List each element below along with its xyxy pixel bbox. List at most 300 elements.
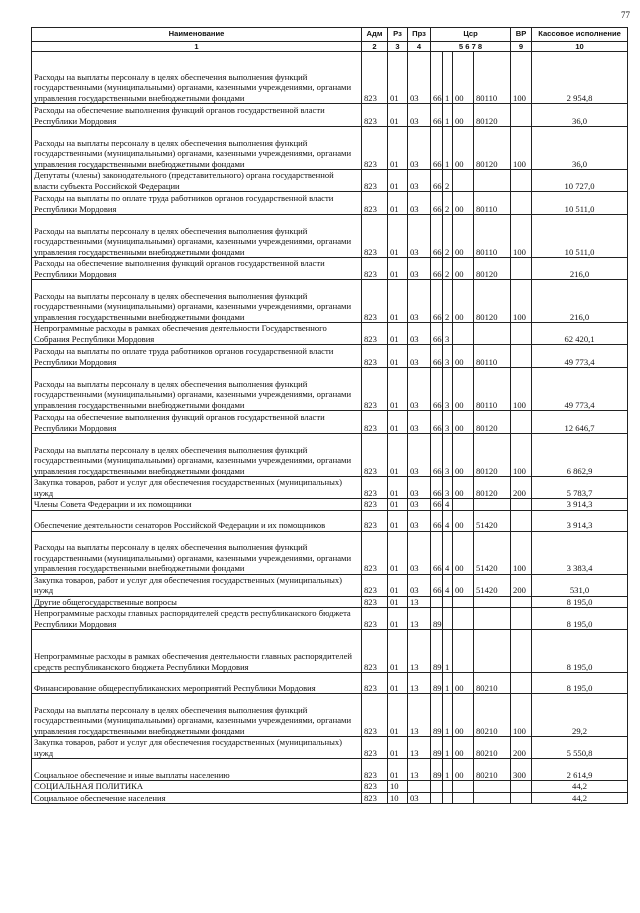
cell-csr-group: 00 (453, 673, 474, 694)
cell-rz: 01 (388, 596, 408, 608)
cell-name: Расходы на выплаты по оплате труда работников органов государственной власти Республики Мордовия (32, 345, 362, 368)
cell-csr-program: 66 (431, 510, 443, 531)
cell-name: Расходы на выплаты персоналу в целях обеспечения выполнения функций государственными (муниципальными) органами, казенными учреждениями, органами управления государственными внебюджетными фондами (32, 280, 362, 323)
cell-csr-group: 00 (453, 574, 474, 596)
cell-csr-group (453, 630, 474, 673)
column-header-execution: Кассовое исполнение (532, 28, 628, 42)
cell-adm: 823 (362, 215, 388, 258)
cell-adm: 823 (362, 694, 388, 737)
column-header-adm: Адм (362, 28, 388, 42)
cell-csr-program: 66 (431, 345, 443, 368)
cell-name: Финансирование общереспубликанских мероприятий Республики Мордовия (32, 673, 362, 694)
cell-csr-direction (474, 170, 511, 192)
cell-csr-program: 66 (431, 411, 443, 434)
cell-csr-direction: 80120 (474, 411, 511, 434)
cell-prz: 03 (408, 792, 431, 804)
cell-csr-group: 00 (453, 215, 474, 258)
cell-csr-program: 66 (431, 499, 443, 511)
cell-csr-subprogram (443, 792, 453, 804)
table-row (32, 434, 628, 477)
cell-adm: 823 (362, 781, 388, 793)
cell-prz: 03 (408, 170, 431, 192)
cell-rz: 01 (388, 192, 408, 215)
cell-prz: 03 (408, 499, 431, 511)
cell-amount: 8 195,0 (532, 608, 628, 630)
cell-csr-group: 00 (453, 52, 474, 104)
cell-rz: 10 (388, 781, 408, 793)
table-row (32, 694, 628, 737)
cell-prz: 03 (408, 368, 431, 411)
cell-csr-group: 00 (453, 258, 474, 280)
cell-name: Расходы на обеспечение выполнения функций органов государственной власти Республики Мордовия (32, 258, 362, 280)
cell-vr: 100 (511, 434, 532, 477)
cell-csr-group (453, 596, 474, 608)
cell-prz: 03 (408, 52, 431, 104)
cell-adm: 823 (362, 477, 388, 499)
cell-csr-group: 00 (453, 759, 474, 781)
cell-csr-program: 66 (431, 323, 443, 345)
cell-prz: 03 (408, 345, 431, 368)
column-header-vr: ВР (511, 28, 532, 42)
cell-csr-subprogram: 1 (443, 127, 453, 170)
cell-csr-group: 00 (453, 510, 474, 531)
cell-csr-program: 66 (431, 258, 443, 280)
cell-name: Социальное обеспечение населения (32, 792, 362, 804)
cell-csr-subprogram (443, 608, 453, 630)
cell-name: Расходы на выплаты персоналу в целях обеспечения выполнения функций государственными (муниципальными) органами, казенными учреждениями, органами управления государственными внебюджетными фондами (32, 434, 362, 477)
table-body (32, 52, 628, 804)
cell-csr-program (431, 792, 443, 804)
table-row (32, 759, 628, 781)
cell-rz: 01 (388, 477, 408, 499)
cell-csr-direction: 80110 (474, 52, 511, 104)
cell-csr-direction: 80120 (474, 477, 511, 499)
cell-csr-direction (474, 781, 511, 793)
cell-csr-direction: 80120 (474, 258, 511, 280)
cell-vr (511, 323, 532, 345)
cell-prz: 03 (408, 192, 431, 215)
table-row (32, 411, 628, 434)
cell-name: Расходы на выплаты персоналу в целях обеспечения выполнения функций государственными (муниципальными) органами, казенными учреждениями, органами управления государственными внебюджетными фондами (32, 368, 362, 411)
cell-csr-program: 66 (431, 170, 443, 192)
cell-adm: 823 (362, 170, 388, 192)
cell-csr-program: 89 (431, 673, 443, 694)
cell-csr-program: 66 (431, 192, 443, 215)
cell-name: Расходы на выплаты персоналу в целях обеспечения выполнения функций государственными (муниципальными) органами, казенными учреждениями, органами управления государственными внебюджетными фондами (32, 531, 362, 574)
cell-rz: 01 (388, 280, 408, 323)
table-row (32, 531, 628, 574)
cell-csr-group (453, 608, 474, 630)
cell-name: Закупка товаров, работ и услуг для обеспечения государственных (муниципальных) нужд (32, 737, 362, 759)
cell-csr-direction: 80110 (474, 192, 511, 215)
cell-csr-direction (474, 323, 511, 345)
cell-adm: 823 (362, 280, 388, 323)
cell-csr-program: 89 (431, 759, 443, 781)
cell-vr (511, 411, 532, 434)
table-row (32, 737, 628, 759)
cell-amount: 44,2 (532, 781, 628, 793)
cell-rz: 01 (388, 170, 408, 192)
cell-prz: 13 (408, 737, 431, 759)
table-row (32, 127, 628, 170)
column-number: 10 (532, 42, 628, 52)
cell-csr-direction: 51420 (474, 574, 511, 596)
table-row (32, 104, 628, 127)
table-row (32, 499, 628, 511)
cell-adm: 823 (362, 499, 388, 511)
column-header-name: Наименование (32, 28, 362, 42)
cell-amount: 10 727,0 (532, 170, 628, 192)
cell-name: Другие общегосударственные вопросы (32, 596, 362, 608)
column-number: 2 (362, 42, 388, 52)
cell-csr-subprogram: 1 (443, 104, 453, 127)
cell-prz: 13 (408, 759, 431, 781)
cell-amount: 49 773,4 (532, 345, 628, 368)
cell-amount: 3 914,3 (532, 499, 628, 511)
cell-csr-subprogram: 2 (443, 192, 453, 215)
cell-csr-group: 00 (453, 192, 474, 215)
column-header-rz: Рз (388, 28, 408, 42)
cell-csr-direction: 80110 (474, 345, 511, 368)
cell-rz: 01 (388, 737, 408, 759)
cell-vr (511, 608, 532, 630)
cell-csr-group (453, 792, 474, 804)
cell-prz: 13 (408, 630, 431, 673)
cell-adm: 823 (362, 596, 388, 608)
cell-vr (511, 596, 532, 608)
table-row (32, 673, 628, 694)
cell-adm: 823 (362, 673, 388, 694)
cell-rz: 01 (388, 608, 408, 630)
cell-rz: 01 (388, 345, 408, 368)
cell-csr-subprogram: 3 (443, 368, 453, 411)
cell-csr-program: 66 (431, 477, 443, 499)
column-number: 1 (32, 42, 362, 52)
cell-prz: 13 (408, 608, 431, 630)
cell-csr-direction: 80120 (474, 127, 511, 170)
cell-csr-group (453, 781, 474, 793)
cell-csr-group: 00 (453, 434, 474, 477)
budget-execution-table (31, 27, 628, 804)
cell-adm: 823 (362, 345, 388, 368)
cell-csr-program (431, 781, 443, 793)
cell-name: Расходы на выплаты персоналу в целях обеспечения выполнения функций государственными (муниципальными) органами, казенными учреждениями, органами управления государственными внебюджетными фондами (32, 215, 362, 258)
cell-csr-program: 66 (431, 434, 443, 477)
cell-rz: 01 (388, 759, 408, 781)
cell-name: Непрограммные расходы в рамках обеспечения деятельности главных распорядителей средств республиканского бюджета Республики Мордовия (32, 630, 362, 673)
cell-adm: 823 (362, 574, 388, 596)
cell-vr (511, 792, 532, 804)
cell-csr-program (431, 596, 443, 608)
cell-csr-direction: 80120 (474, 434, 511, 477)
column-number: 3 (388, 42, 408, 52)
cell-prz: 13 (408, 694, 431, 737)
cell-csr-direction: 80210 (474, 673, 511, 694)
cell-csr-subprogram: 4 (443, 499, 453, 511)
cell-vr (511, 104, 532, 127)
cell-prz: 03 (408, 258, 431, 280)
cell-csr-direction: 80120 (474, 104, 511, 127)
cell-csr-subprogram: 2 (443, 170, 453, 192)
cell-vr (511, 510, 532, 531)
cell-csr-program: 66 (431, 531, 443, 574)
cell-vr: 100 (511, 368, 532, 411)
cell-amount: 216,0 (532, 258, 628, 280)
cell-csr-group (453, 323, 474, 345)
cell-name: Непрограммные расходы главных распорядителей средств республиканского бюджета Республики Мордовия (32, 608, 362, 630)
cell-name: Депутаты (члены) законодательного (представительного) органа государственной власти субъекта Российской Федерации (32, 170, 362, 192)
table-row (32, 510, 628, 531)
cell-prz: 03 (408, 323, 431, 345)
table-row (32, 170, 628, 192)
cell-rz: 01 (388, 104, 408, 127)
cell-amount: 3 914,3 (532, 510, 628, 531)
cell-amount: 3 383,4 (532, 531, 628, 574)
cell-adm: 823 (362, 737, 388, 759)
cell-vr (511, 781, 532, 793)
cell-amount: 44,2 (532, 792, 628, 804)
table-row (32, 630, 628, 673)
table-row (32, 280, 628, 323)
cell-csr-group (453, 499, 474, 511)
cell-amount: 5 783,7 (532, 477, 628, 499)
cell-adm: 823 (362, 608, 388, 630)
table-row (32, 323, 628, 345)
cell-adm: 823 (362, 368, 388, 411)
cell-csr-subprogram: 4 (443, 531, 453, 574)
cell-adm: 823 (362, 258, 388, 280)
cell-vr: 100 (511, 215, 532, 258)
cell-csr-program: 66 (431, 215, 443, 258)
cell-prz: 03 (408, 434, 431, 477)
cell-csr-subprogram: 4 (443, 574, 453, 596)
cell-prz: 03 (408, 574, 431, 596)
cell-csr-program: 66 (431, 574, 443, 596)
cell-adm: 823 (362, 531, 388, 574)
cell-name: Закупка товаров, работ и услуг для обеспечения государственных (муниципальных) нужд (32, 574, 362, 596)
cell-csr-program: 89 (431, 630, 443, 673)
cell-name: Расходы на обеспечение выполнения функций органов государственной власти Республики Мордовия (32, 411, 362, 434)
cell-amount: 531,0 (532, 574, 628, 596)
table-row (32, 596, 628, 608)
cell-rz: 01 (388, 574, 408, 596)
cell-adm: 823 (362, 510, 388, 531)
cell-csr-subprogram: 3 (443, 345, 453, 368)
cell-rz: 01 (388, 127, 408, 170)
table-row (32, 345, 628, 368)
cell-rz: 01 (388, 434, 408, 477)
cell-prz: 03 (408, 477, 431, 499)
cell-csr-subprogram: 3 (443, 477, 453, 499)
cell-adm: 823 (362, 792, 388, 804)
table-row (32, 608, 628, 630)
cell-csr-subprogram: 3 (443, 434, 453, 477)
cell-amount: 29,2 (532, 694, 628, 737)
cell-rz: 01 (388, 323, 408, 345)
cell-csr-direction: 80110 (474, 368, 511, 411)
column-number: 9 (511, 42, 532, 52)
cell-csr-group: 00 (453, 127, 474, 170)
cell-name: Расходы на выплаты персоналу в целях обеспечения выполнения функций государственными (муниципальными) органами, казенными учреждениями, органами управления государственными внебюджетными фондами (32, 52, 362, 104)
cell-name: Расходы на выплаты персоналу в целях обеспечения выполнения функций государственными (муниципальными) органами, казенными учреждениями, органами управления государственными внебюджетными фондами (32, 127, 362, 170)
cell-csr-subprogram: 3 (443, 411, 453, 434)
cell-csr-direction (474, 630, 511, 673)
table-row (32, 477, 628, 499)
cell-name: Непрограммные расходы в рамках обеспечения деятельности Государственного Собрания Республики Мордовия (32, 323, 362, 345)
cell-csr-subprogram: 2 (443, 215, 453, 258)
cell-csr-direction: 80110 (474, 215, 511, 258)
cell-vr: 100 (511, 52, 532, 104)
cell-csr-subprogram: 1 (443, 52, 453, 104)
cell-rz: 01 (388, 531, 408, 574)
cell-name: Обеспечение деятельности сенаторов Российской Федерации и их помощников (32, 510, 362, 531)
cell-rz: 01 (388, 368, 408, 411)
cell-csr-group: 00 (453, 531, 474, 574)
cell-csr-subprogram: 1 (443, 630, 453, 673)
cell-prz: 03 (408, 510, 431, 531)
header-row (32, 28, 628, 42)
table-row (32, 215, 628, 258)
cell-csr-subprogram (443, 781, 453, 793)
cell-csr-group (453, 170, 474, 192)
table-row (32, 574, 628, 596)
cell-prz: 03 (408, 215, 431, 258)
cell-csr-program: 89 (431, 694, 443, 737)
cell-prz: 13 (408, 596, 431, 608)
cell-rz: 01 (388, 411, 408, 434)
cell-csr-direction: 80210 (474, 737, 511, 759)
column-number-row (32, 42, 628, 52)
cell-amount: 12 646,7 (532, 411, 628, 434)
cell-adm: 823 (362, 434, 388, 477)
cell-rz: 01 (388, 510, 408, 531)
cell-adm: 823 (362, 630, 388, 673)
cell-csr-program: 66 (431, 52, 443, 104)
cell-name: Расходы на выплаты персоналу в целях обеспечения выполнения функций государственными (муниципальными) органами, казенными учреждениями, органами управления государственными внебюджетными фондами (32, 694, 362, 737)
cell-adm: 823 (362, 104, 388, 127)
cell-amount: 2 614,9 (532, 759, 628, 781)
cell-amount: 8 195,0 (532, 596, 628, 608)
table-row (32, 792, 628, 804)
cell-prz: 03 (408, 531, 431, 574)
cell-rz: 01 (388, 499, 408, 511)
cell-csr-subprogram: 3 (443, 323, 453, 345)
cell-amount: 8 195,0 (532, 673, 628, 694)
cell-csr-subprogram: 2 (443, 258, 453, 280)
cell-csr-direction: 80210 (474, 694, 511, 737)
cell-csr-direction (474, 499, 511, 511)
cell-vr (511, 499, 532, 511)
cell-amount: 8 195,0 (532, 630, 628, 673)
cell-csr-subprogram: 1 (443, 737, 453, 759)
cell-csr-direction: 51420 (474, 510, 511, 531)
page-number: 77 (621, 10, 630, 20)
cell-vr (511, 345, 532, 368)
cell-name: Расходы на обеспечение выполнения функций органов государственной власти Республики Мордовия (32, 104, 362, 127)
cell-amount: 5 550,8 (532, 737, 628, 759)
cell-rz: 01 (388, 215, 408, 258)
cell-rz: 01 (388, 258, 408, 280)
cell-adm: 823 (362, 127, 388, 170)
cell-amount: 49 773,4 (532, 368, 628, 411)
table-row (32, 52, 628, 104)
cell-vr (511, 192, 532, 215)
table-row (32, 368, 628, 411)
cell-name: Расходы на выплаты по оплате труда работников органов государственной власти Республики Мордовия (32, 192, 362, 215)
cell-vr: 100 (511, 531, 532, 574)
cell-csr-subprogram: 1 (443, 694, 453, 737)
cell-csr-group: 00 (453, 104, 474, 127)
cell-vr: 100 (511, 127, 532, 170)
cell-csr-group: 00 (453, 411, 474, 434)
cell-csr-group: 00 (453, 477, 474, 499)
cell-csr-program: 66 (431, 368, 443, 411)
cell-rz: 10 (388, 792, 408, 804)
cell-csr-group: 00 (453, 694, 474, 737)
cell-name: Члены Совета Федерации и их помощники (32, 499, 362, 511)
column-number: 5 6 7 8 (431, 42, 511, 52)
cell-amount: 10 511,0 (532, 215, 628, 258)
cell-csr-direction (474, 608, 511, 630)
cell-vr (511, 630, 532, 673)
cell-csr-direction: 51420 (474, 531, 511, 574)
cell-name: СОЦИАЛЬНАЯ ПОЛИТИКА (32, 781, 362, 793)
cell-amount: 6 862,9 (532, 434, 628, 477)
cell-amount: 62 420,1 (532, 323, 628, 345)
cell-rz: 01 (388, 630, 408, 673)
cell-name: Социальное обеспечение и иные выплаты населению (32, 759, 362, 781)
cell-name: Закупка товаров, работ и услуг для обеспечения государственных (муниципальных) нужд (32, 477, 362, 499)
cell-csr-direction (474, 792, 511, 804)
cell-amount: 2 954,8 (532, 52, 628, 104)
cell-csr-group: 00 (453, 345, 474, 368)
cell-vr: 200 (511, 574, 532, 596)
cell-prz (408, 781, 431, 793)
cell-csr-group: 00 (453, 368, 474, 411)
cell-rz: 01 (388, 694, 408, 737)
table-row (32, 192, 628, 215)
cell-amount: 36,0 (532, 127, 628, 170)
cell-vr: 100 (511, 694, 532, 737)
cell-rz: 01 (388, 673, 408, 694)
cell-csr-direction: 80210 (474, 759, 511, 781)
cell-csr-subprogram: 2 (443, 280, 453, 323)
cell-csr-program: 89 (431, 608, 443, 630)
cell-prz: 03 (408, 280, 431, 323)
cell-vr (511, 258, 532, 280)
table-row (32, 258, 628, 280)
cell-csr-subprogram (443, 596, 453, 608)
column-number: 4 (408, 42, 431, 52)
cell-adm: 823 (362, 759, 388, 781)
cell-csr-subprogram: 1 (443, 673, 453, 694)
cell-vr: 100 (511, 280, 532, 323)
cell-vr: 200 (511, 737, 532, 759)
cell-amount: 36,0 (532, 104, 628, 127)
cell-vr (511, 170, 532, 192)
cell-adm: 823 (362, 323, 388, 345)
cell-vr: 200 (511, 477, 532, 499)
cell-csr-program: 66 (431, 280, 443, 323)
cell-csr-direction (474, 596, 511, 608)
cell-csr-direction: 80120 (474, 280, 511, 323)
column-header-prz: Прз (408, 28, 431, 42)
cell-adm: 823 (362, 52, 388, 104)
cell-csr-group: 00 (453, 737, 474, 759)
cell-rz: 01 (388, 52, 408, 104)
column-header-csr: Цср (431, 28, 511, 42)
cell-prz: 03 (408, 127, 431, 170)
